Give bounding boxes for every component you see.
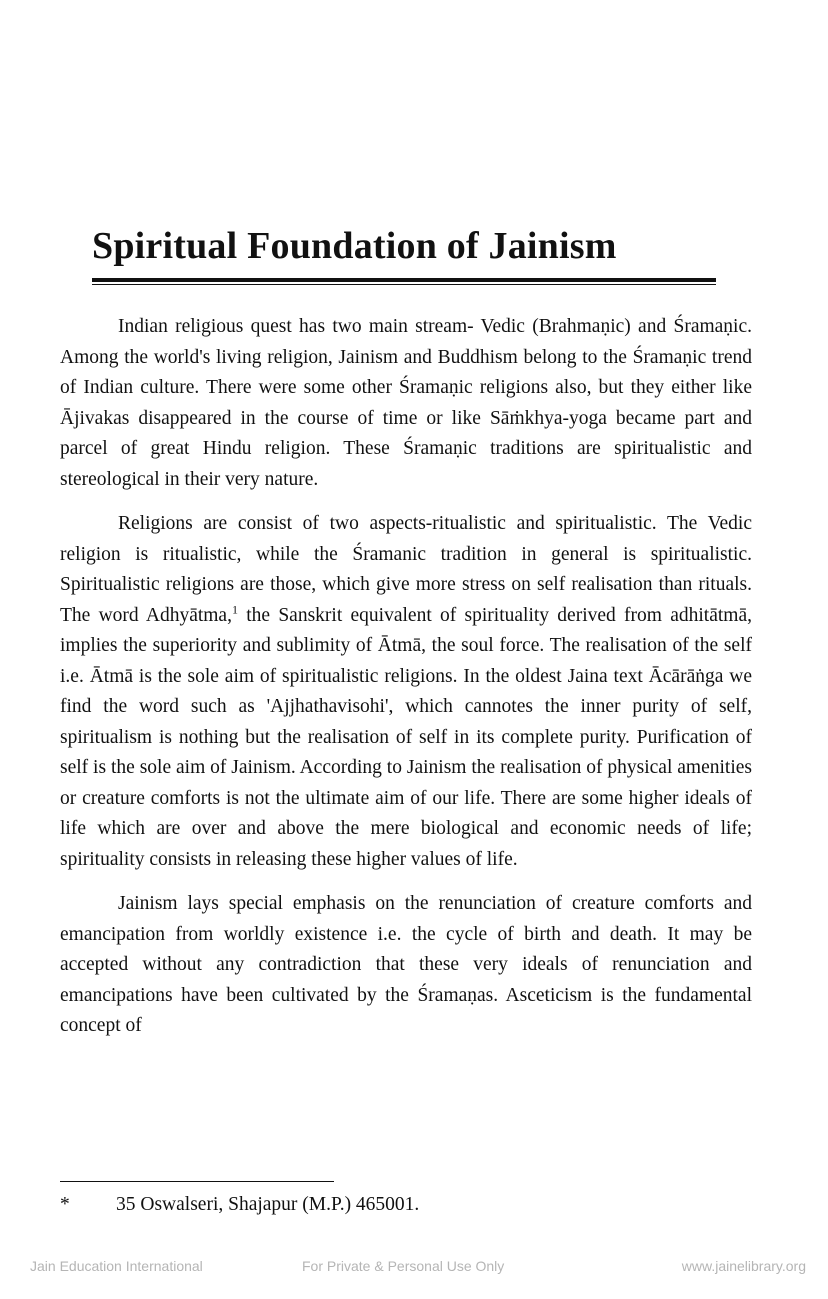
body-text <box>60 312 752 1056</box>
footnote-marker: * <box>60 1194 70 1215</box>
footnote-text: 35 Oswalseri, Shajapur (M.P.) 465001. <box>116 1194 420 1215</box>
footer-website: www.jainelibrary.org <box>681 1258 806 1274</box>
footer-publisher: Jain Education International <box>30 1258 203 1274</box>
footnote-divider <box>60 1181 334 1182</box>
footer-usage-note: For Private & Personal Use Only <box>302 1258 505 1274</box>
footnote-reference-marker: 1 <box>231 602 238 616</box>
page-title: Spiritual Foundation of Jainism <box>92 225 617 267</box>
title-underline-thick <box>92 278 716 282</box>
paragraph-2-part-1: Religions are consist of two aspects-ritualistic and spiritualistic. The Vedic religion is ritualistic, while the Śramanic tradition in general is spiritualistic. Spiritualistic religions are those, which give more stress on self realisation than rituals. The word Adhyātma, <box>60 513 752 626</box>
paragraph-3: Jainism lays special emphasis on the renunciation of creature comforts and emancipation from worldly existence i.e. the cycle of birth and death. It may be accepted without any contradiction that these very ideals of renunciation and emancipations have been cultivated by the Śramaṇas. Asceticism is the fundamental concept of <box>60 893 752 1036</box>
paragraph-1: Indian religious quest has two main stream- Vedic (Brahmaṇic) and Śramaṇic. Among the world's living religion, Jainism and Buddhism belong to the Śramaṇic trend of Indian culture. There were some other Śramaṇic religions also, but they either like Ājivakas disappeared in the course of time or like Sāṁkhya-yoga became part and parcel of great Hindu religion. These Śramaṇic traditions are spiritualistic and stereological in their very nature. <box>60 316 752 490</box>
paragraph-2 <box>60 509 752 875</box>
paragraph-2-part-2: the Sanskrit equivalent of spirituality derived from adhitātmā, implies the superiority and sublimity of Ātmā, the soul force. The realisation of the self i.e. Ātmā is the sole aim of spiritualistic religions. In the oldest Jaina text Ācārāṅga we find the word such as 'Ajjhathavisohi', which cannotes the inner purity of self, spiritualism is nothing but the realisation of self in its complete purity. Purification of self is the sole aim of Jainism. According to Jainism the realisation of physical amenities or creature comforts is not the ultimate aim of our life. There are some higher ideals of life which are over and above the mere biological and economic needs of life; spirituality consists in releasing these higher values of life. <box>60 604 752 870</box>
title-underline-thin <box>92 284 716 285</box>
footnote <box>60 1194 419 1216</box>
